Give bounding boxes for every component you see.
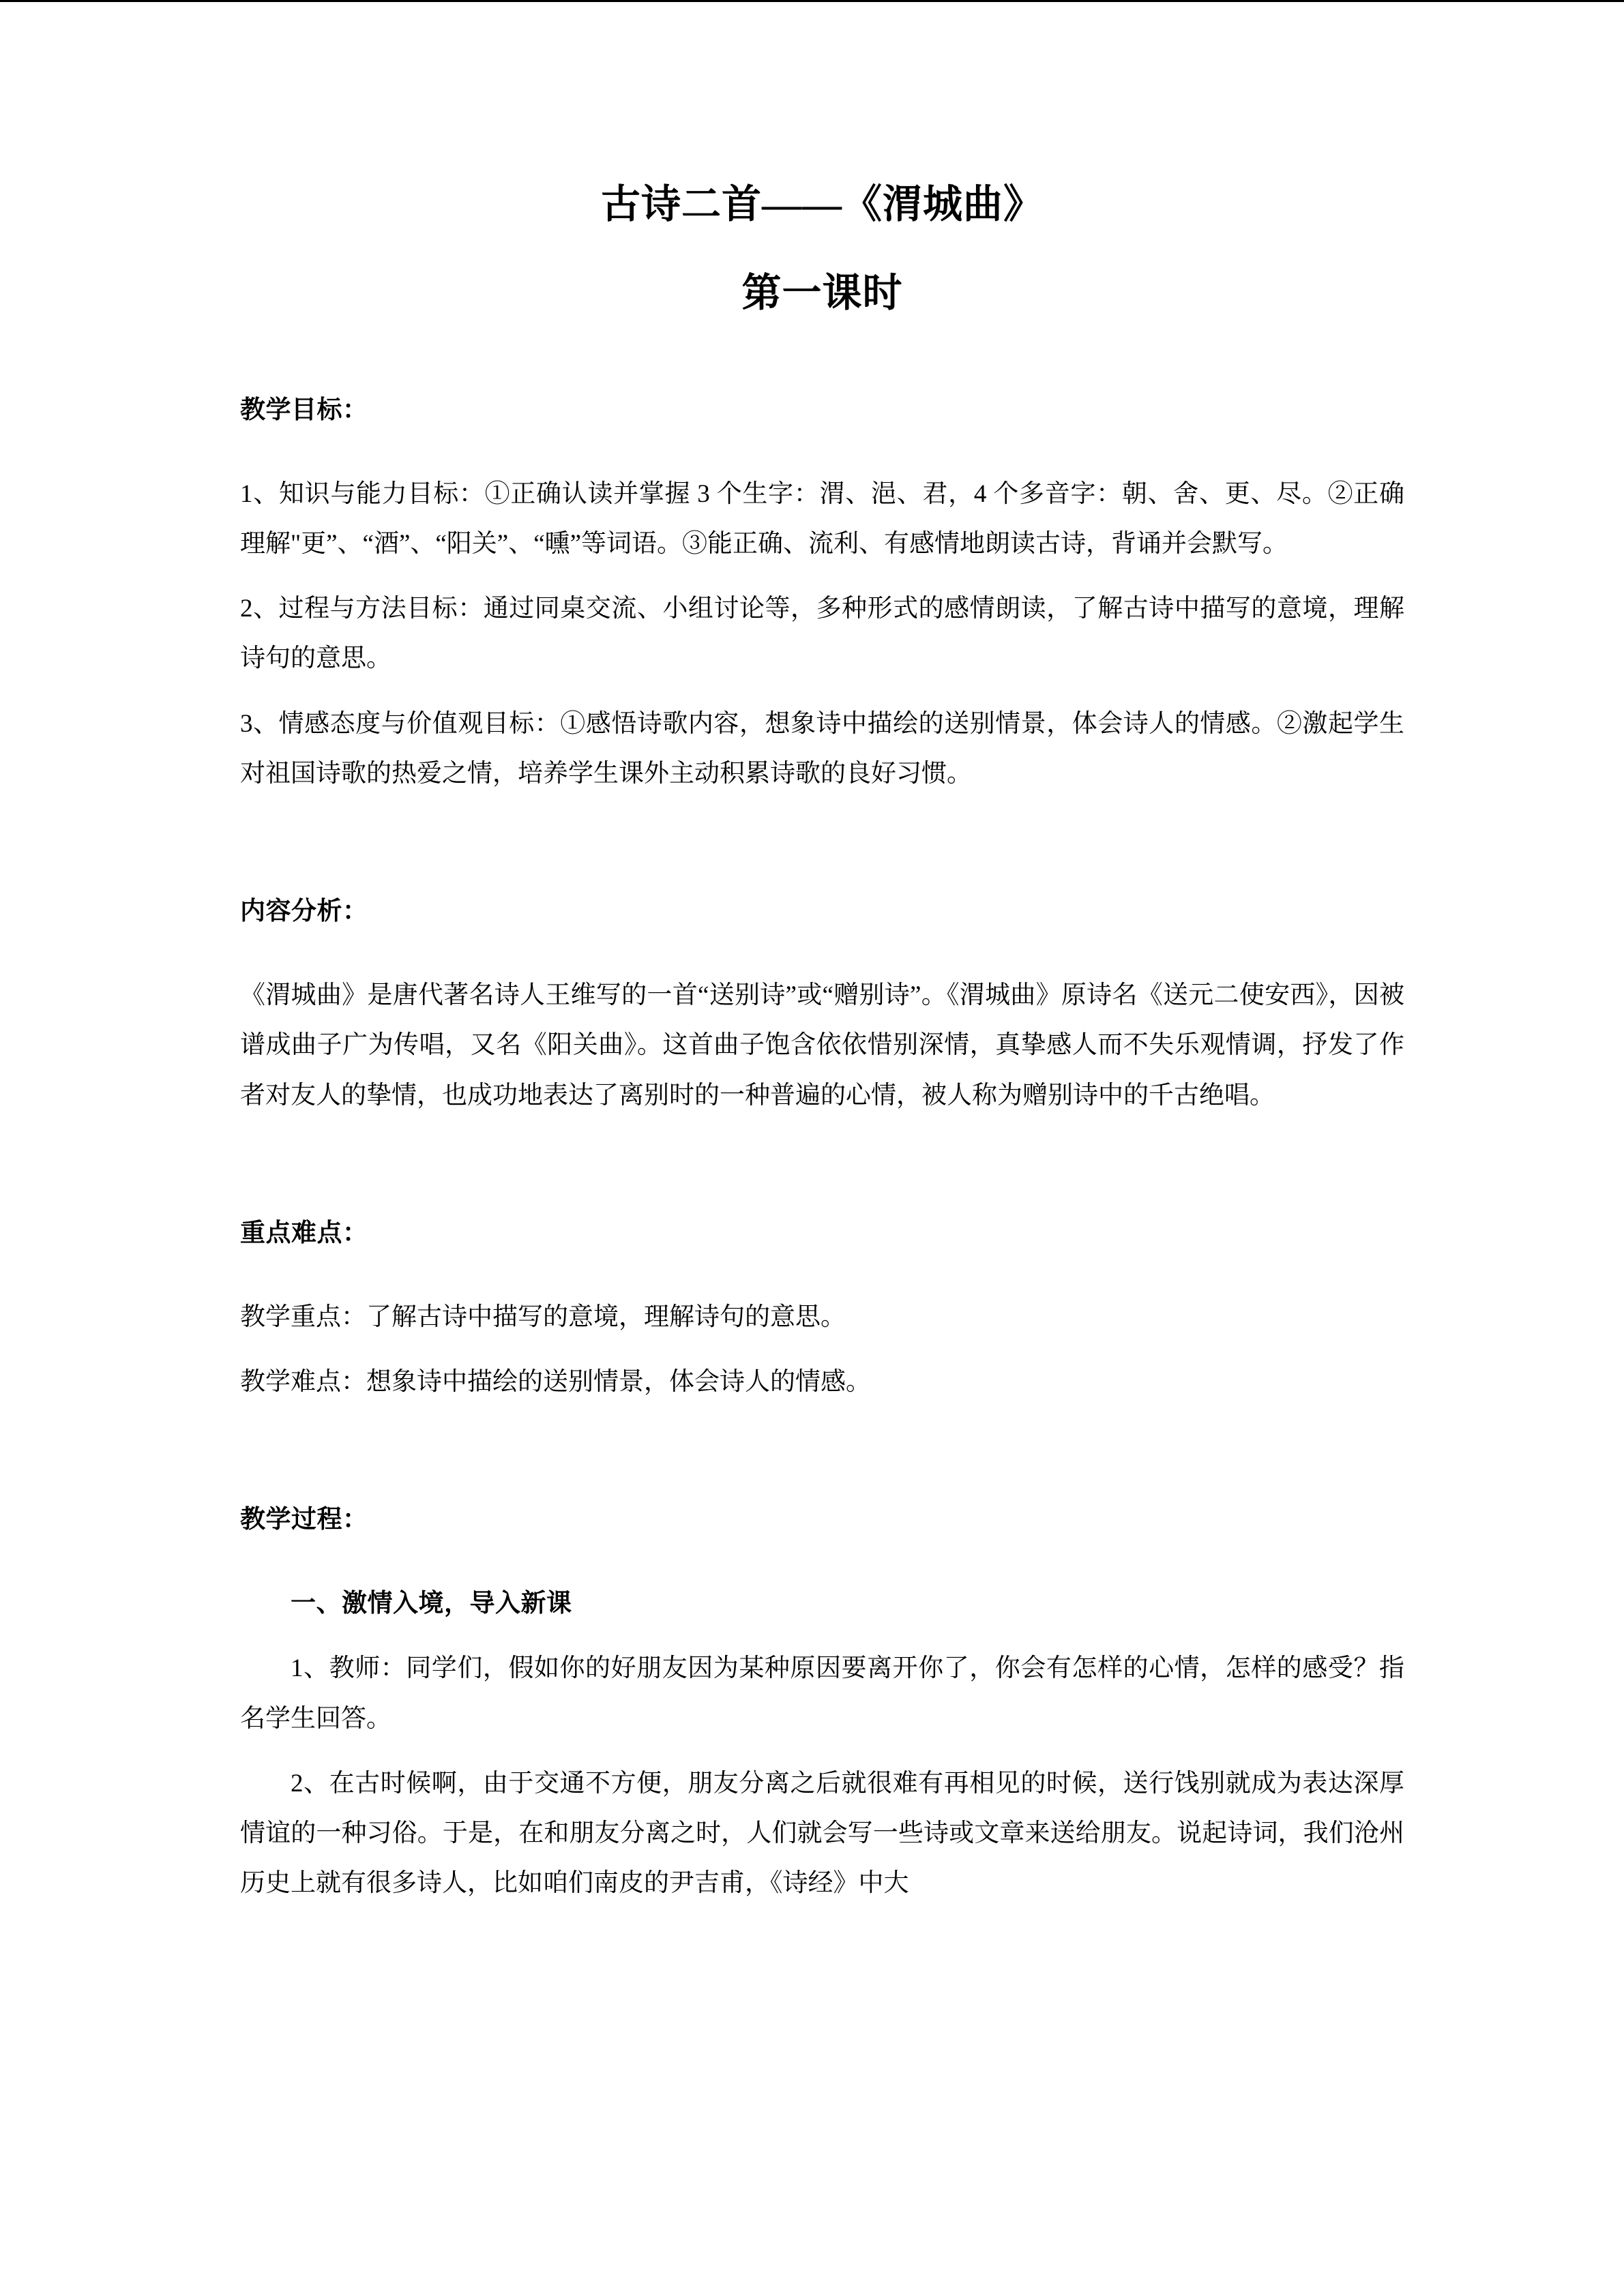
section-heading-content-analysis: 内容分析： [240, 897, 368, 926]
spacer [240, 934, 1404, 970]
section-heading-objectives: 教学目标： [240, 396, 368, 424]
spacer [240, 1342, 1404, 1357]
spacer [240, 1542, 1404, 1579]
spacer [240, 324, 1404, 389]
spacer [240, 799, 1404, 891]
spacer [240, 1120, 1404, 1212]
spacer [240, 1628, 1404, 1643]
content-analysis-body: 《渭城曲》是唐代著名诗人王维写的一首“送别诗”或“赠别诗”。《渭城曲》原诗名《送元二使安西》，因被谱成曲子广为传唱，又名《阳关曲》。这首曲子饱含依依惜别深情，真挚感人而不失乐观情调，抒发了作者对友人的挚情，也成功地表达了离别时的一种普遍的心情，被人称为赠别诗中的千古绝唱。 [240, 981, 1404, 1109]
spacer [240, 1255, 1404, 1292]
objective-item-2: 2、过程与方法目标：通过同桌交流、小组讨论等，多种形式的感情朗读，了解古诗中描写的意境，理解诗句的意思。 [240, 595, 1404, 673]
teaching-difficult-point: 教学难点：想象诗中描绘的送别情景，体会诗人的情感。 [240, 1367, 871, 1396]
spacer [240, 432, 1404, 469]
objective-item-1: 1、知识与能力目标：①正确认读并掌握 3 个生字：渭、浥、君，4 个多音字：朝、舍、更、尽。②正确理解"更”、“酒”、“阳关”、“曛”等词语。③能正确、流利、有感情地朗读古诗，背诵并会默写。 [240, 479, 1404, 558]
page-subtitle: 第一课时 [741, 270, 903, 315]
teaching-step-one-item-2: 2、在古时候啊，由于交通不方便，朋友分离之后就很难有再相见的时候，送行饯别就成为表达深厚情谊的一种习俗。于是，在和朋友分离之时，人们就会写一些诗或文章来送给朋友。说起诗词，我们沧州历史上就有很多诗人，比如咱们南皮的尹吉甫，《诗经》中大 [240, 1769, 1404, 1898]
spacer [240, 684, 1404, 699]
section-heading-teaching-process: 教学过程： [240, 1506, 368, 1534]
section-heading-key-difficulties: 重点难点： [240, 1219, 368, 1247]
spacer [240, 569, 1404, 584]
objective-item-3: 3、情感态度与价值观目标：①感悟诗歌内容，想象诗中描绘的送别情景，体会诗人的情感。②激起学生对祖国诗歌的热爱之情，培养学生课外主动积累诗歌的良好习惯。 [240, 709, 1404, 788]
teaching-step-one-title: 一、激情入境，导入新课 [291, 1590, 572, 1618]
spacer [240, 1407, 1404, 1499]
page-title: 古诗二首——《渭城曲》 [600, 182, 1044, 226]
teaching-key-point: 教学重点：了解古诗中描写的意境，理解诗句的意思。 [240, 1302, 846, 1331]
spacer [240, 1744, 1404, 1759]
teaching-step-one-item-1: 1、教师：同学们，假如你的好朋友因为某种原因要离开你了，你会有怎样的心情，怎样的感受？指名学生回答。 [240, 1654, 1404, 1733]
